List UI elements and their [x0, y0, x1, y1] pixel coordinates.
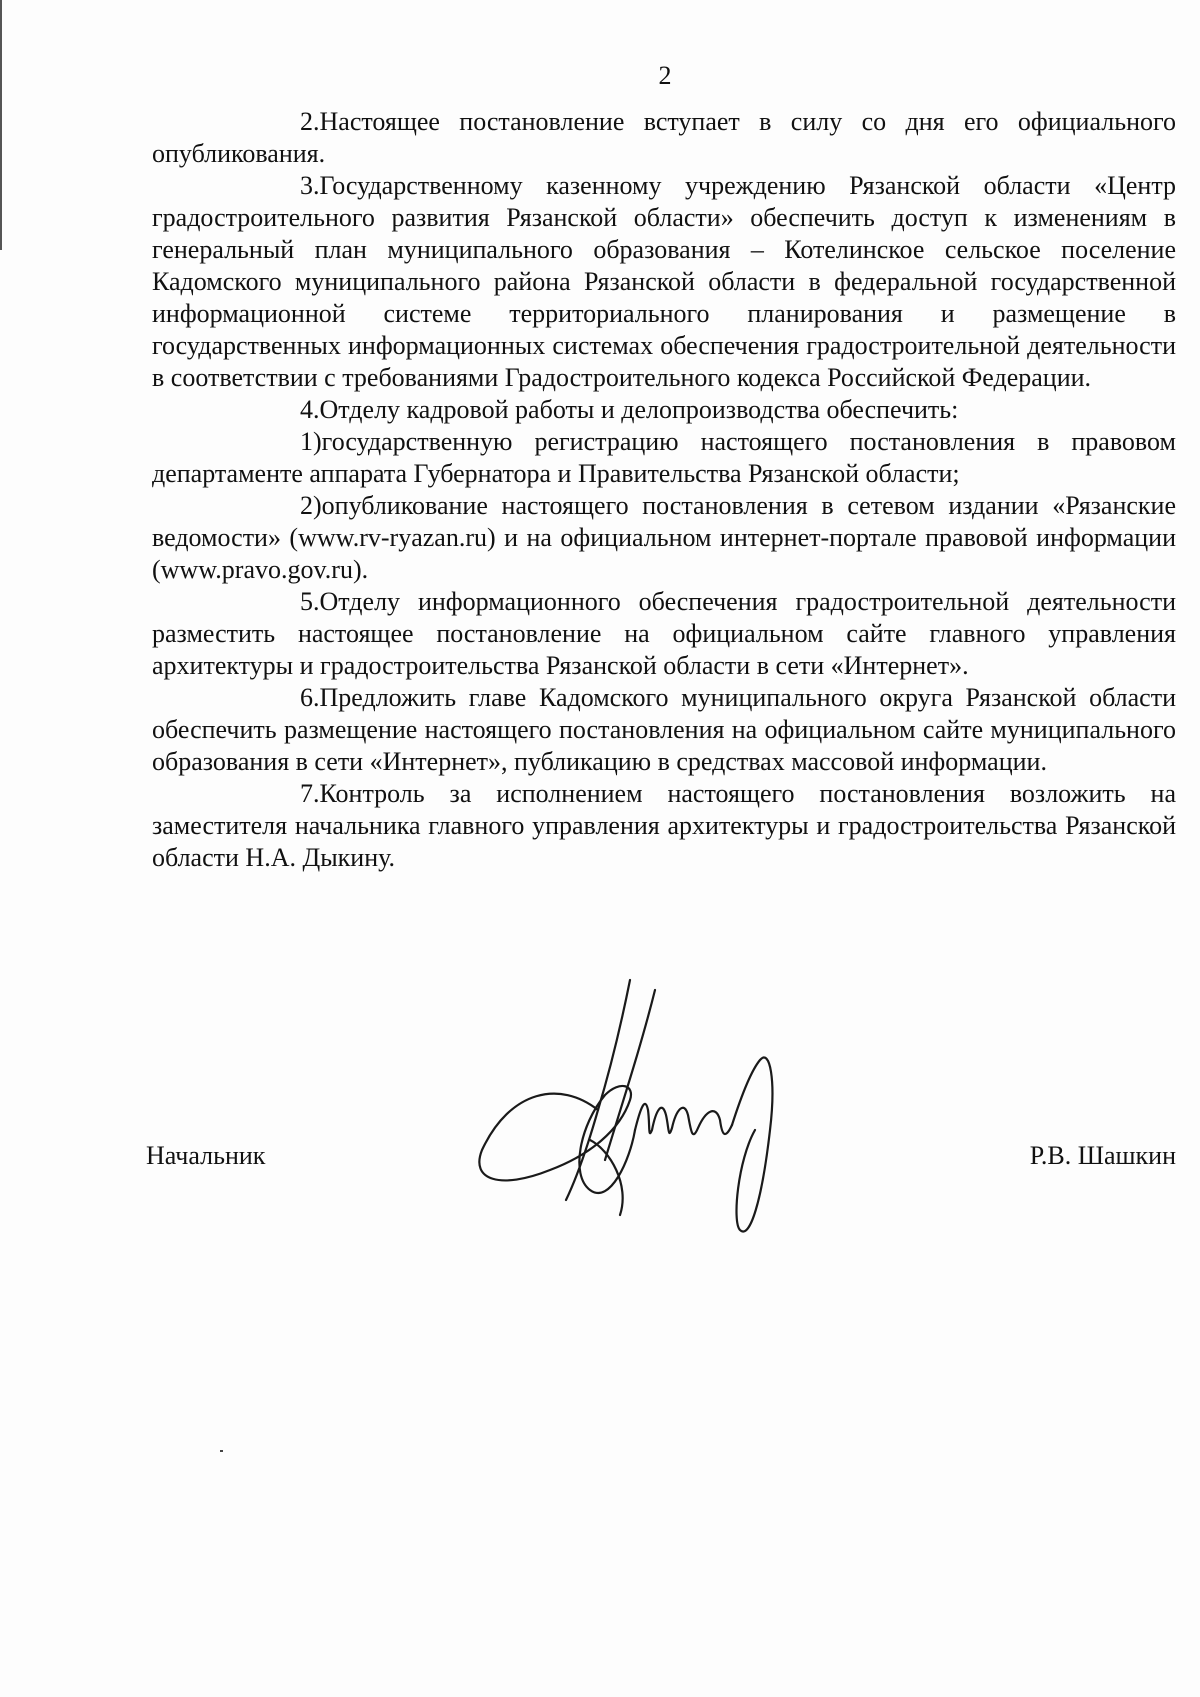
paragraph-2	[152, 106, 1176, 170]
subparagraph-1	[152, 426, 1176, 490]
scan-edge-line	[0, 0, 2, 250]
paragraph-number: 6.	[300, 683, 320, 712]
paragraph-text: опубликование настоящего постановления в сетевом издании «Рязанские ведомости» (www.rv-ryazan.ru) и на официальном интернет-портале правовой информации (www.pravo.gov.ru).	[152, 491, 1176, 584]
signatory-position: Начальник	[146, 1141, 266, 1170]
paragraph-text: Отделу информационного обеспечения градостроительной деятельности разместить настоящее постановление на официальном сайте главного управления архитектуры и градостроительства Рязанской области в сети «Интернет».	[152, 587, 1176, 680]
paragraph-text: Государственному казенному учреждению Рязанской области «Центр градостроительного развития Рязанской области» обеспечить доступ к изменениям в генеральный план муниципального образования – Котелинское сельское поселение Кадомского муниципального района Рязанской области в федеральной государственной информационной системе территориального планирования и размещение в государственных информационных системах обеспечения градостроительной деятельности в соответствии с требованиями Градостроительного кодекса Российской Федерации.	[152, 171, 1176, 392]
paragraph-7	[152, 778, 1176, 874]
paragraph-number: 2)	[300, 491, 322, 520]
subparagraph-2	[152, 490, 1176, 586]
paragraph-number: 2.	[300, 107, 320, 136]
paragraph-text: Отделу кадровой работы и делопроизводства обеспечить:	[319, 395, 959, 424]
page-number: 2	[658, 61, 672, 90]
paragraph-number: 5.	[300, 587, 320, 616]
paragraph-text: Контроль за исполнением настоящего постановления возложить на заместителя начальника главного управления архитектуры и градостроительства Рязанской области Н.А. Дыкину.	[152, 779, 1176, 872]
paragraph-text: Предложить главе Кадомского муниципального округа Рязанской области обеспечить размещение настоящего постановления на официальном сайте муниципального образования в сети «Интернет», публикацию в средствах массовой информации.	[152, 683, 1176, 776]
paragraph-3	[152, 170, 1176, 394]
paragraph-number: 1)	[300, 427, 322, 456]
paragraph-6	[152, 682, 1176, 778]
handwritten-signature	[470, 960, 830, 1260]
paragraph-number: 3.	[300, 171, 320, 200]
scan-speck	[220, 1450, 223, 1452]
paragraph-number: 7.	[300, 779, 320, 808]
paragraph-text: Настоящее постановление вступает в силу со дня его официального опубликования.	[152, 107, 1176, 168]
paragraph-text: государственную регистрацию настоящего постановления в правовом департаменте аппарата Губернатора и Правительства Рязанской области;	[152, 427, 1176, 488]
document-body	[152, 106, 1176, 874]
paragraph-5	[152, 586, 1176, 682]
paragraph-4	[152, 394, 1176, 426]
signatory-name: Р.В. Шашкин	[1029, 1141, 1176, 1170]
paragraph-number: 4.	[300, 395, 320, 424]
